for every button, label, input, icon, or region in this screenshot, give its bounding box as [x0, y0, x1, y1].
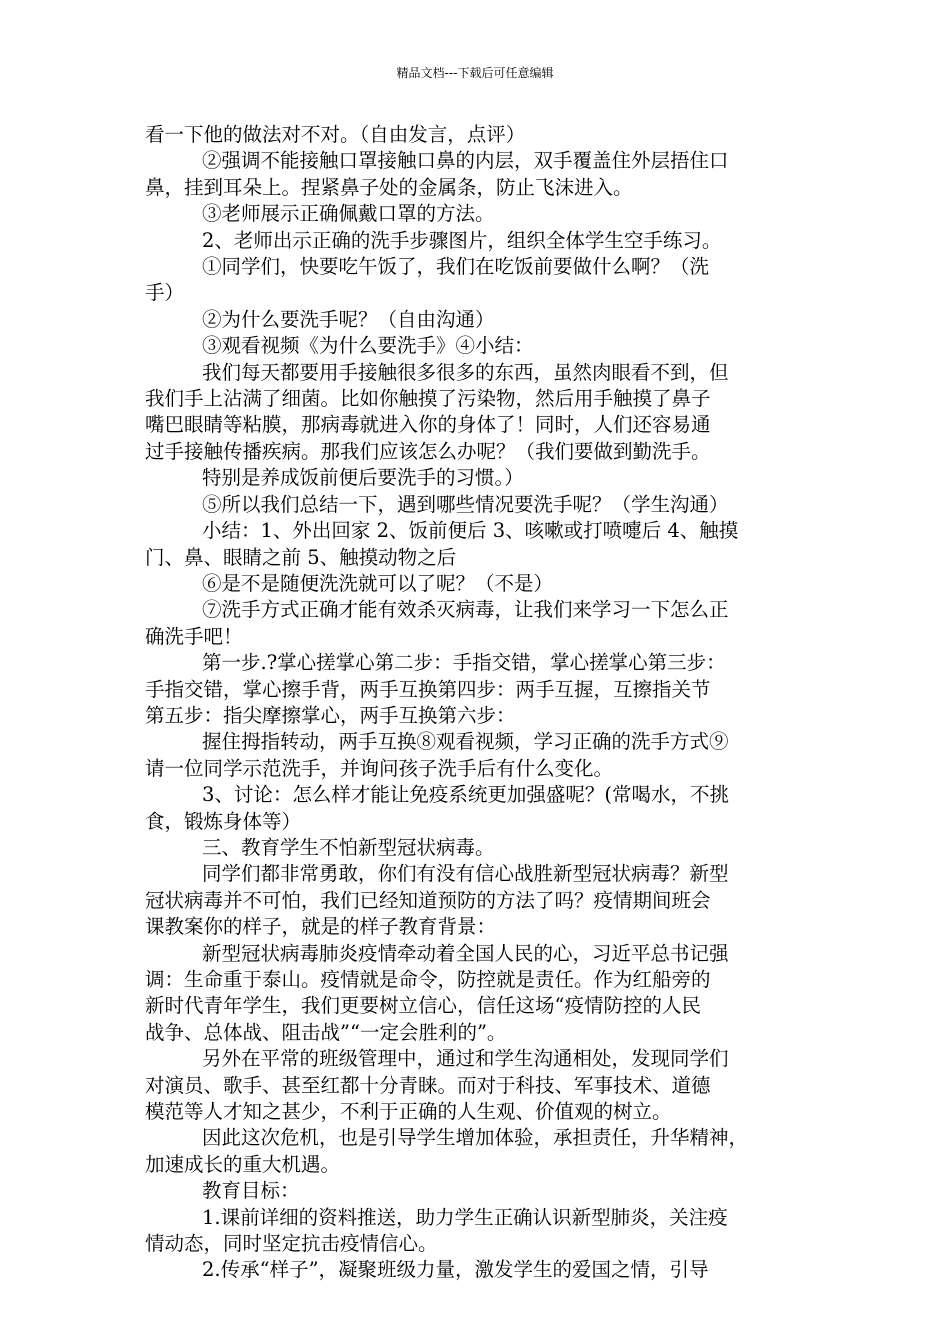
text-line: 食，锻炼身体等）	[145, 809, 302, 833]
text-line: 情动态，同时坚定抗击疫情信心。	[145, 1232, 438, 1256]
text-line: 加速成长的重大机遇。	[145, 1152, 341, 1176]
text-line: 我们每天都要用手接触很多很多的东西，虽然肉眼看不到，但	[202, 360, 729, 384]
text-line: 过手接触传播疾病。那我们应该怎么办呢？（我们要做到勤洗手。	[145, 439, 711, 463]
text-line: ③老师展示正确佩戴口罩的方法。	[202, 202, 495, 226]
text-line: 三、教育学生不怕新型冠状病毒。	[202, 835, 495, 859]
text-line: 鼻，挂到耳朵上。捏紧鼻子处的金属条，防止飞沫进入。	[145, 175, 633, 199]
text-line: ⑤所以我们总结一下，遇到哪些情况要洗手呢？（学生沟通）	[202, 492, 729, 516]
text-line: ⑦洗手方式正确才能有效杀灭病毒，让我们来学习一下怎么正	[202, 598, 729, 622]
text-line: 冠状病毒并不可怕，我们已经知道预防的方法了吗？疫情期间班会	[145, 888, 711, 912]
text-line: 3、讨论：怎么样才能让免疫系统更加强盛呢？(常喝水，不挑	[202, 783, 730, 807]
text-line: ⑥是不是随便洗洗就可以了呢？（不是）	[202, 571, 554, 595]
text-line: 1.课前详细的资料推送，助力学生正确认识新型肺炎，关注疫	[202, 1205, 728, 1229]
text-line: 战争、总体战、阻击战”“一定会胜利的”。	[145, 1020, 507, 1044]
text-line: 模范等人才知之甚少，不利于正确的人生观、价值观的树立。	[145, 1100, 672, 1124]
text-line: ①同学们，快要吃午饭了，我们在吃饭前要做什么啊？（洗	[202, 255, 710, 279]
text-line: 对演员、歌手、甚至红都十分青睐。而对于科技、军事技术、道德	[145, 1073, 711, 1097]
text-line: 我们手上沾满了细菌。比如你触摸了污染物，然后用手触摸了鼻子	[145, 387, 711, 411]
text-line: 因此这次危机，也是引导学生增加体验，承担责任，升华精神，	[202, 1126, 749, 1150]
text-line: ②强调不能接触口罩接触口鼻的内层，双手覆盖住外层捂住口	[202, 149, 729, 173]
text-line: 课教案你的样子，就是的样子教育背景：	[145, 915, 497, 939]
text-line: 调：生命重于泰山。疫情就是命令，防控就是责任。作为红船旁的	[145, 968, 711, 991]
text-line: 确洗手吧！	[145, 624, 243, 648]
document-body	[145, 122, 813, 1284]
text-line: 新型冠状病毒肺炎疫情牵动着全国人民的心，习近平总书记强	[202, 941, 729, 965]
text-line: 特别是养成饭前便后要洗手的习惯。）	[202, 466, 524, 490]
text-line: 另外在平常的班级管理中，通过和学生沟通相处，发现同学们	[202, 1047, 729, 1071]
text-line: 嘴巴眼睛等粘膜，那病毒就进入你的身体了！同时，人们还容易通	[145, 413, 711, 437]
text-line: 新时代青年学生，我们更要树立信心，信任这场“疫情防控的人民	[145, 994, 701, 1018]
text-line: 第五步：指尖摩擦掌心，两手互换第六步：	[145, 703, 516, 727]
text-line: ③观看视频《为什么要洗手》④小结：	[202, 334, 534, 358]
text-line: 请一位同学示范洗手，并询问孩子洗手后有什么变化。	[145, 756, 614, 780]
text-line: ②为什么要洗手呢？（自由沟通）	[202, 307, 495, 331]
text-line: 小结：1、外出回家 2、饭前便后 3、咳嗽或打喷嚏后 4、触摸	[202, 519, 739, 543]
text-line: 看一下他的做法对不对。（自由发言，点评）	[145, 123, 526, 146]
text-line: 门、鼻、眼睛之前 5、触摸动物之后	[145, 545, 457, 569]
page-header: 精品文档---下载后可任意编辑	[396, 66, 554, 80]
text-line: 同学们都非常勇敢，你们有没有信心战胜新型冠状病毒？新型	[202, 862, 729, 886]
text-line: 手指交错，掌心擦手背，两手互换第四步：两手互握，互擦指关节	[145, 677, 711, 701]
text-line: 第一步.?掌心搓掌心第二步：手指交错，掌心搓掌心第三步：	[202, 651, 726, 675]
text-line: 手）	[145, 281, 185, 305]
text-line: 2.传承“样子”，凝聚班级力量，激发学生的爱国之情，引导	[202, 1258, 709, 1282]
text-line: 握住拇指转动，两手互换⑧观看视频，学习正确的洗手方式⑨	[202, 730, 729, 754]
text-line: 教育目标：	[202, 1179, 300, 1203]
text-line: 2、老师出示正确的洗手步骤图片，组织全体学生空手练习。	[202, 228, 722, 252]
